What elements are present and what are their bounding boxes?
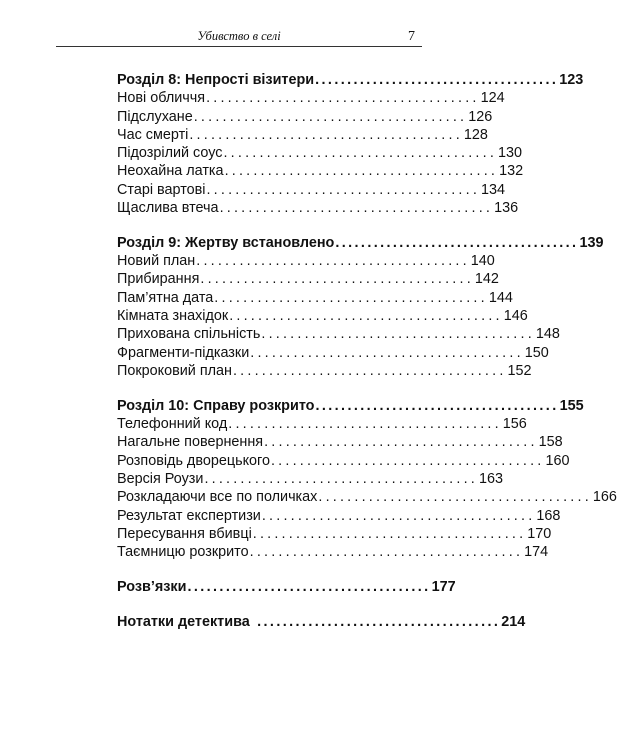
entry-title: Кімната знахідок (117, 308, 229, 325)
toc-section-8 (117, 71, 584, 217)
leader-dots: ...................................... (189, 126, 463, 143)
leader-dots: ...................................... (261, 507, 536, 524)
entry-page: 174 (524, 544, 549, 561)
toc-entry (117, 507, 561, 525)
leader-dots: ...................................... (315, 397, 559, 414)
leader-dots: ...................................... (193, 108, 468, 125)
toc-section-10 (117, 397, 617, 562)
leader-dots: ...................................... (223, 145, 498, 162)
toc-entry (117, 252, 495, 270)
toc-entry (117, 289, 513, 307)
notes-title: Нотатки детектива (117, 614, 250, 631)
toc-entry (117, 488, 617, 506)
notes-page: 214 (501, 614, 526, 631)
entry-page: 152 (507, 362, 532, 379)
entry-page: 156 (502, 416, 527, 433)
chapter-title: Розділ 9: Жертву встановлено (117, 234, 335, 251)
toc-entry (117, 108, 493, 126)
entry-title: Підозрілий соус (117, 145, 223, 162)
entry-title: Підслухане (117, 108, 193, 125)
entry-title: Нагальне повернення (117, 434, 264, 451)
leader-dots: ...................................... (232, 362, 507, 379)
entry-page: 134 (481, 181, 506, 198)
entry-page: 140 (470, 253, 495, 270)
entry-title: Пересування вбивці (117, 525, 252, 542)
toc-notes-row (117, 613, 526, 631)
entry-title: Фрагменти-підказки (117, 344, 250, 361)
toc-entry (117, 181, 506, 199)
entry-page: 136 (494, 200, 519, 217)
entry-title: Старі вартові (117, 181, 206, 198)
entry-page: 148 (535, 326, 560, 343)
toc-entry (117, 362, 532, 380)
entry-page: 142 (474, 271, 499, 288)
toc-entry (117, 344, 549, 362)
entry-page: 158 (538, 434, 563, 451)
leader-dots: ...................................... (335, 234, 579, 251)
toc-chapter-row (117, 397, 584, 415)
entry-title: Розкладаючи все по поличках (117, 489, 318, 506)
leader-dots: ...................................... (219, 200, 494, 217)
leader-dots: ...................................... (249, 544, 524, 561)
leader-dots: ...................................... (318, 489, 592, 506)
leader-dots: ...................................... (206, 181, 481, 198)
entry-title: Прибирання (117, 271, 200, 288)
chapter-page: 155 (559, 397, 584, 414)
entry-title: Таємницю розкрито (117, 544, 249, 561)
leader-dots: ...................................... (261, 326, 535, 343)
entry-title: Прихована спільність (117, 326, 261, 343)
leader-dots: ...................................... (252, 525, 527, 542)
toc-section-9 (117, 234, 604, 380)
entry-page: 126 (468, 108, 493, 125)
toc-entry (117, 89, 505, 107)
chapter-title: Розділ 10: Справу розкрито (117, 397, 315, 414)
answers-page: 177 (431, 578, 456, 595)
entry-title: Час смерті (117, 126, 189, 143)
toc-entry (117, 543, 549, 561)
leader-dots: ...................................... (214, 289, 488, 306)
leader-dots: ...................................... (270, 452, 545, 469)
answers-title: Розв’язки (117, 578, 187, 595)
toc-entry (117, 144, 523, 162)
leader-dots: ...................................... (204, 470, 478, 487)
leader-dots: ...................................... (196, 253, 470, 270)
entry-page: 124 (480, 90, 505, 107)
toc-entry (117, 525, 552, 543)
leader-dots: ...................................... (315, 72, 559, 88)
toc-chapter-row (117, 234, 604, 252)
entry-title: Пам’ятна дата (117, 289, 214, 306)
entry-title: Неохайна латка (117, 163, 224, 180)
entry-page: 170 (527, 525, 552, 542)
toc-entry (117, 270, 499, 288)
toc-answers-row (117, 578, 456, 596)
leader-dots: ...................................... (228, 416, 502, 433)
toc-entry (117, 325, 560, 343)
entry-title: Результат експертизи (117, 507, 261, 524)
page-number: 7 (408, 29, 415, 44)
leader-dots: ...................................... (206, 90, 480, 107)
toc-entry (117, 199, 519, 217)
entry-page: 146 (503, 308, 528, 325)
toc-entry (117, 470, 503, 488)
running-header-title: Убивство в селі (197, 29, 281, 43)
toc-entry (117, 126, 488, 144)
leader-dots: ...................................... (187, 578, 431, 595)
chapter-page: 139 (579, 234, 604, 251)
entry-title: Версія Роузи (117, 470, 204, 487)
entry-title: Щаслива втеча (117, 200, 219, 217)
entry-page: 144 (488, 289, 513, 306)
toc-chapter-row (117, 71, 584, 89)
entry-page: 163 (478, 470, 503, 487)
entry-page: 150 (524, 344, 549, 361)
leader-dots: ...................................... (200, 271, 474, 288)
toc-entry (117, 452, 570, 470)
entry-title: Покроковий план (117, 362, 232, 379)
entry-title: Телефонний код (117, 416, 228, 433)
toc-entry (117, 162, 524, 180)
entry-title: Нові обличчя (117, 90, 206, 107)
chapter-page: 123 (559, 72, 584, 88)
leader-dots: ...................................... (250, 344, 524, 361)
entry-page: 166 (592, 489, 617, 506)
toc-entry (117, 433, 563, 451)
leader-dots: ...................................... (264, 434, 538, 451)
toc-entry (117, 415, 527, 433)
entry-title: Розповідь дворецького (117, 452, 270, 469)
running-header (56, 28, 422, 47)
entry-page: 130 (498, 145, 523, 162)
entry-title: Новий план (117, 253, 196, 270)
entry-page: 160 (545, 452, 570, 469)
chapter-title: Розділ 8: Непрості візитери (117, 72, 315, 88)
toc-entry (117, 307, 528, 325)
leader-dots: ...................................... (224, 163, 499, 180)
entry-page: 168 (536, 507, 561, 524)
leader-dots: ...................................... (250, 614, 501, 631)
entry-page: 132 (499, 163, 524, 180)
table-of-contents (117, 71, 617, 632)
leader-dots: ...................................... (229, 308, 503, 325)
entry-page: 128 (463, 126, 488, 143)
